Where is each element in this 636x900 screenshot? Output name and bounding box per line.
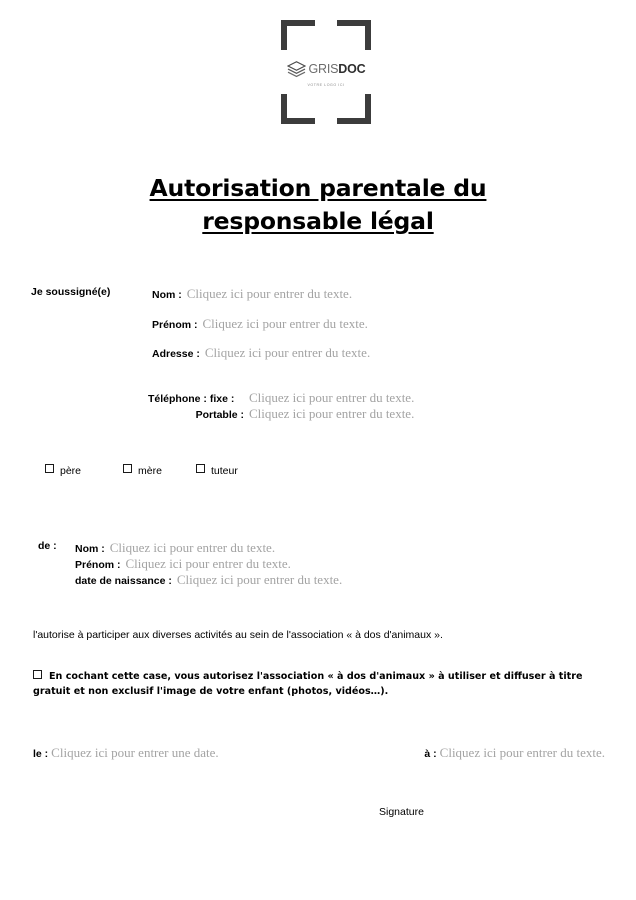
child-birthdate-row [75,572,342,588]
guardian-phone-block [148,390,414,422]
guardian-prenom-input[interactable]: Cliquez ici pour entrer du texte. [202,316,368,331]
guardian-adresse-input[interactable]: Cliquez ici pour entrer du texte. [204,345,371,360]
date-input[interactable]: Cliquez ici pour entrer une date. [51,745,219,760]
guardian-phone-mobile-row [148,406,414,422]
logo-center [281,56,371,90]
checkbox-mere-label: mère [138,465,162,477]
relationship-checkbox-row [45,465,238,477]
logo-tagline: VOTRE LOGO ICI [307,82,345,87]
page-title [0,172,636,238]
bracket-top-left-icon [281,20,315,50]
child-prenom-row [75,556,342,572]
guardian-prenom-row [152,316,368,332]
logo-word-gris: GRIS [308,62,339,77]
guardian-prenom-label: Prénom : [152,319,198,331]
guardian-nom-label: Nom : [152,289,182,301]
undersigned-label: Je soussigné(e) [31,286,111,298]
logo-row [287,60,366,80]
authorization-statement: l'autorise à participer aux diverses activités au sein de l'association « à dos d'animaux ». [33,629,443,641]
page-title-line-2: responsable légal [202,207,434,235]
guardian-nom-row [152,286,352,302]
logo-wordmark [309,63,366,76]
guardian-phone-mobile-input[interactable]: Cliquez ici pour entrer du texte. [249,406,415,421]
guardian-nom-input[interactable]: Cliquez ici pour entrer du texte. [186,286,353,301]
checkbox-pere-label: père [60,465,82,477]
guardian-phone-fixed-input[interactable]: Cliquez ici pour entrer du texte. [249,390,415,405]
checkbox-mere-box-icon[interactable] [123,464,132,473]
date-field-group [33,745,219,761]
place-field-group [424,745,605,761]
signature-label: Signature [379,806,424,818]
checkbox-pere-box-icon[interactable] [45,464,54,473]
checkbox-tuteur-box-icon[interactable] [196,464,205,473]
stacked-layers-icon [287,61,306,78]
child-intro-label: de : [38,540,57,552]
date-label: le : [33,748,49,760]
place-input[interactable]: Cliquez ici pour entrer du texte. [439,745,605,760]
child-nom-row [75,540,342,556]
bracket-bottom-left-icon [281,94,315,124]
logo-word-doc: DOC [338,62,366,77]
child-birthdate-input[interactable]: Cliquez ici pour entrer du texte. [176,572,343,587]
date-place-line [33,745,605,761]
guardian-phone-fixed-row [148,390,414,406]
guardian-adresse-row [152,345,370,361]
checkbox-pere[interactable] [45,465,123,477]
image-rights-statement [33,670,605,699]
logo-block [281,20,371,124]
checkbox-tuteur[interactable] [196,465,238,477]
guardian-phone-mobile-label: Portable : [195,409,244,421]
checkbox-mere[interactable] [123,465,196,477]
checkbox-image-rights-box-icon[interactable] [33,670,42,679]
child-birthdate-label: date de naissance : [75,575,172,587]
guardian-phone-fixed-label: Téléphone : fixe : [148,393,235,405]
image-rights-text: En cochant cette case, vous autorisez l'association « à dos d'animaux » à utiliser et diffuser à titre gratuit et non exclusif l'image de votre enfant (photos, vidéos…). [33,671,583,697]
guardian-adresse-label: Adresse : [152,348,200,360]
child-fields-block [75,540,342,588]
child-nom-label: Nom : [75,543,105,555]
bracket-top-right-icon [337,20,371,50]
page-title-line-1: Autorisation parentale du [149,174,487,202]
child-nom-input[interactable]: Cliquez ici pour entrer du texte. [109,540,276,555]
child-prenom-input[interactable]: Cliquez ici pour entrer du texte. [125,556,291,571]
bracket-bottom-right-icon [337,94,371,124]
place-label: à : [424,748,437,760]
child-prenom-label: Prénom : [75,559,121,571]
checkbox-tuteur-label: tuteur [211,465,238,477]
